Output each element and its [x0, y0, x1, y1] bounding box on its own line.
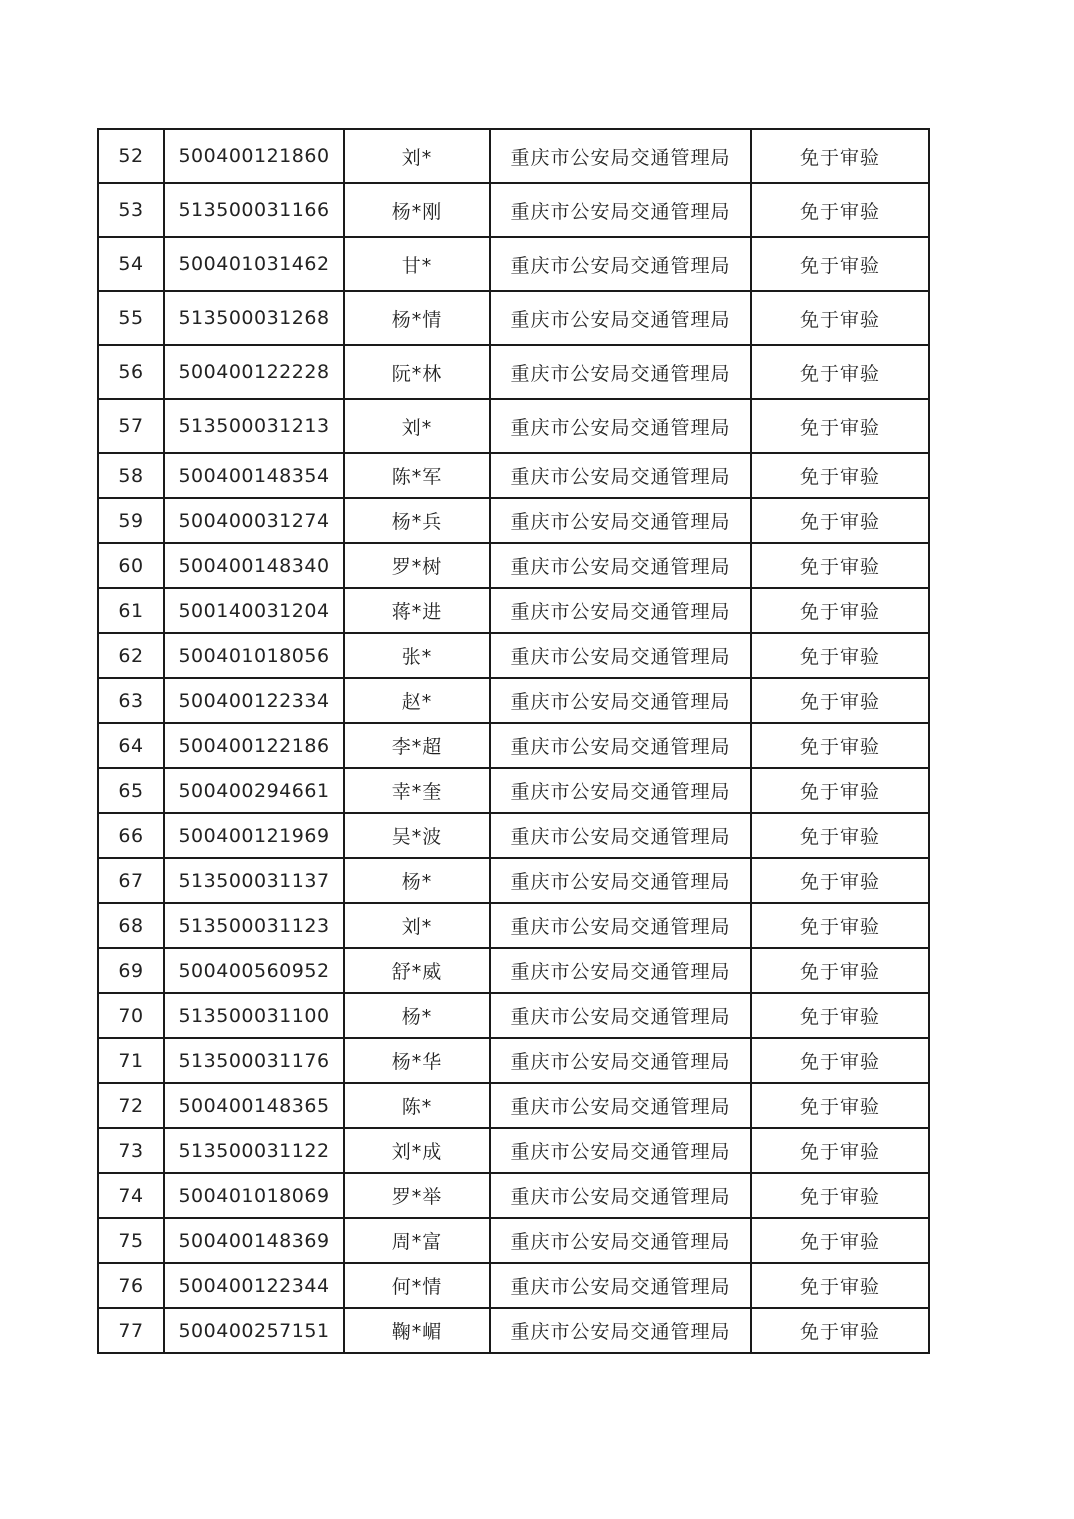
authority-name: 重庆市公安局交通管理局 — [490, 588, 751, 633]
person-name: 杨*刚 — [344, 183, 490, 237]
authority-name: 重庆市公安局交通管理局 — [490, 1038, 751, 1083]
person-name: 杨* — [344, 858, 490, 903]
row-number: 56 — [98, 345, 164, 399]
review-status: 免于审验 — [751, 633, 929, 678]
records-table — [97, 128, 930, 1354]
review-status: 免于审验 — [751, 1218, 929, 1263]
review-status: 免于审验 — [751, 948, 929, 993]
table-row — [98, 399, 929, 453]
row-number: 67 — [98, 858, 164, 903]
table-row — [98, 183, 929, 237]
review-status: 免于审验 — [751, 1173, 929, 1218]
review-status: 免于审验 — [751, 813, 929, 858]
table-row — [98, 633, 929, 678]
review-status: 免于审验 — [751, 1038, 929, 1083]
review-status: 免于审验 — [751, 291, 929, 345]
person-name: 刘* — [344, 903, 490, 948]
table-row — [98, 1173, 929, 1218]
record-code: 513500031166 — [164, 183, 344, 237]
person-name: 舒*威 — [344, 948, 490, 993]
row-number: 71 — [98, 1038, 164, 1083]
person-name: 蒋*进 — [344, 588, 490, 633]
person-name: 刘*成 — [344, 1128, 490, 1173]
authority-name: 重庆市公安局交通管理局 — [490, 129, 751, 183]
review-status: 免于审验 — [751, 993, 929, 1038]
authority-name: 重庆市公安局交通管理局 — [490, 237, 751, 291]
person-name: 幸*奎 — [344, 768, 490, 813]
record-code: 513500031122 — [164, 1128, 344, 1173]
person-name: 杨*华 — [344, 1038, 490, 1083]
row-number: 76 — [98, 1263, 164, 1308]
record-code: 500400148340 — [164, 543, 344, 588]
authority-name: 重庆市公安局交通管理局 — [490, 183, 751, 237]
authority-name: 重庆市公安局交通管理局 — [490, 723, 751, 768]
authority-name: 重庆市公安局交通管理局 — [490, 1263, 751, 1308]
table-row — [98, 588, 929, 633]
authority-name: 重庆市公安局交通管理局 — [490, 678, 751, 723]
row-number: 75 — [98, 1218, 164, 1263]
record-code: 513500031137 — [164, 858, 344, 903]
review-status: 免于审验 — [751, 1083, 929, 1128]
person-name: 周*富 — [344, 1218, 490, 1263]
record-code: 500400148354 — [164, 453, 344, 498]
table-row — [98, 543, 929, 588]
review-status: 免于审验 — [751, 237, 929, 291]
authority-name: 重庆市公安局交通管理局 — [490, 345, 751, 399]
table-row — [98, 813, 929, 858]
person-name: 甘* — [344, 237, 490, 291]
review-status: 免于审验 — [751, 183, 929, 237]
row-number: 77 — [98, 1308, 164, 1353]
row-number: 54 — [98, 237, 164, 291]
person-name: 鞠*嵋 — [344, 1308, 490, 1353]
review-status: 免于审验 — [751, 678, 929, 723]
review-status: 免于审验 — [751, 345, 929, 399]
authority-name: 重庆市公安局交通管理局 — [490, 1128, 751, 1173]
table-row — [98, 993, 929, 1038]
person-name: 何*情 — [344, 1263, 490, 1308]
record-code: 500400122344 — [164, 1263, 344, 1308]
record-code: 513500031213 — [164, 399, 344, 453]
row-number: 57 — [98, 399, 164, 453]
review-status: 免于审验 — [751, 399, 929, 453]
table-row — [98, 1128, 929, 1173]
review-status: 免于审验 — [751, 543, 929, 588]
row-number: 65 — [98, 768, 164, 813]
table-row — [98, 1038, 929, 1083]
authority-name: 重庆市公安局交通管理局 — [490, 768, 751, 813]
review-status: 免于审验 — [751, 453, 929, 498]
row-number: 72 — [98, 1083, 164, 1128]
authority-name: 重庆市公安局交通管理局 — [490, 858, 751, 903]
review-status: 免于审验 — [751, 129, 929, 183]
table-row — [98, 1308, 929, 1353]
record-code: 500400122228 — [164, 345, 344, 399]
person-name: 吴*波 — [344, 813, 490, 858]
table-row — [98, 948, 929, 993]
person-name: 刘* — [344, 399, 490, 453]
person-name: 罗*举 — [344, 1173, 490, 1218]
record-code: 500400122186 — [164, 723, 344, 768]
review-status: 免于审验 — [751, 768, 929, 813]
table-row — [98, 453, 929, 498]
record-code: 500401018069 — [164, 1173, 344, 1218]
record-code: 513500031123 — [164, 903, 344, 948]
row-number: 55 — [98, 291, 164, 345]
row-number: 68 — [98, 903, 164, 948]
authority-name: 重庆市公安局交通管理局 — [490, 453, 751, 498]
person-name: 阮*林 — [344, 345, 490, 399]
review-status: 免于审验 — [751, 1263, 929, 1308]
review-status: 免于审验 — [751, 588, 929, 633]
record-code: 500400121860 — [164, 129, 344, 183]
person-name: 杨*情 — [344, 291, 490, 345]
row-number: 53 — [98, 183, 164, 237]
authority-name: 重庆市公安局交通管理局 — [490, 948, 751, 993]
row-number: 70 — [98, 993, 164, 1038]
person-name: 陈*军 — [344, 453, 490, 498]
authority-name: 重庆市公安局交通管理局 — [490, 993, 751, 1038]
row-number: 62 — [98, 633, 164, 678]
record-code: 500400121969 — [164, 813, 344, 858]
row-number: 52 — [98, 129, 164, 183]
row-number: 74 — [98, 1173, 164, 1218]
table-row — [98, 678, 929, 723]
table-row — [98, 723, 929, 768]
person-name: 张* — [344, 633, 490, 678]
row-number: 59 — [98, 498, 164, 543]
row-number: 69 — [98, 948, 164, 993]
authority-name: 重庆市公安局交通管理局 — [490, 498, 751, 543]
record-code: 500400294661 — [164, 768, 344, 813]
authority-name: 重庆市公安局交通管理局 — [490, 399, 751, 453]
record-code: 500140031204 — [164, 588, 344, 633]
table-row — [98, 291, 929, 345]
row-number: 73 — [98, 1128, 164, 1173]
record-code: 500401031462 — [164, 237, 344, 291]
person-name: 罗*树 — [344, 543, 490, 588]
person-name: 赵* — [344, 678, 490, 723]
row-number: 60 — [98, 543, 164, 588]
authority-name: 重庆市公安局交通管理局 — [490, 813, 751, 858]
authority-name: 重庆市公安局交通管理局 — [490, 903, 751, 948]
authority-name: 重庆市公安局交通管理局 — [490, 543, 751, 588]
row-number: 58 — [98, 453, 164, 498]
table-row — [98, 498, 929, 543]
table-row — [98, 345, 929, 399]
table-row — [98, 1218, 929, 1263]
row-number: 61 — [98, 588, 164, 633]
review-status: 免于审验 — [751, 1128, 929, 1173]
review-status: 免于审验 — [751, 1308, 929, 1353]
row-number: 66 — [98, 813, 164, 858]
record-code: 500400031274 — [164, 498, 344, 543]
review-status: 免于审验 — [751, 498, 929, 543]
authority-name: 重庆市公安局交通管理局 — [490, 1173, 751, 1218]
record-code: 513500031268 — [164, 291, 344, 345]
record-code: 500400122334 — [164, 678, 344, 723]
authority-name: 重庆市公安局交通管理局 — [490, 1218, 751, 1263]
table-row — [98, 768, 929, 813]
table-row — [98, 1263, 929, 1308]
authority-name: 重庆市公安局交通管理局 — [490, 291, 751, 345]
person-name: 杨* — [344, 993, 490, 1038]
review-status: 免于审验 — [751, 903, 929, 948]
person-name: 刘* — [344, 129, 490, 183]
record-code: 500400560952 — [164, 948, 344, 993]
table-row — [98, 129, 929, 183]
record-code: 500401018056 — [164, 633, 344, 678]
authority-name: 重庆市公安局交通管理局 — [490, 1308, 751, 1353]
person-name: 李*超 — [344, 723, 490, 768]
record-code: 500400257151 — [164, 1308, 344, 1353]
row-number: 64 — [98, 723, 164, 768]
review-status: 免于审验 — [751, 858, 929, 903]
table-row — [98, 237, 929, 291]
record-code: 500400148365 — [164, 1083, 344, 1128]
person-name: 陈* — [344, 1083, 490, 1128]
review-status: 免于审验 — [751, 723, 929, 768]
person-name: 杨*兵 — [344, 498, 490, 543]
record-code: 513500031100 — [164, 993, 344, 1038]
record-code: 513500031176 — [164, 1038, 344, 1083]
table-row — [98, 1083, 929, 1128]
authority-name: 重庆市公安局交通管理局 — [490, 633, 751, 678]
table-row — [98, 858, 929, 903]
table-row — [98, 903, 929, 948]
authority-name: 重庆市公安局交通管理局 — [490, 1083, 751, 1128]
row-number: 63 — [98, 678, 164, 723]
record-code: 500400148369 — [164, 1218, 344, 1263]
